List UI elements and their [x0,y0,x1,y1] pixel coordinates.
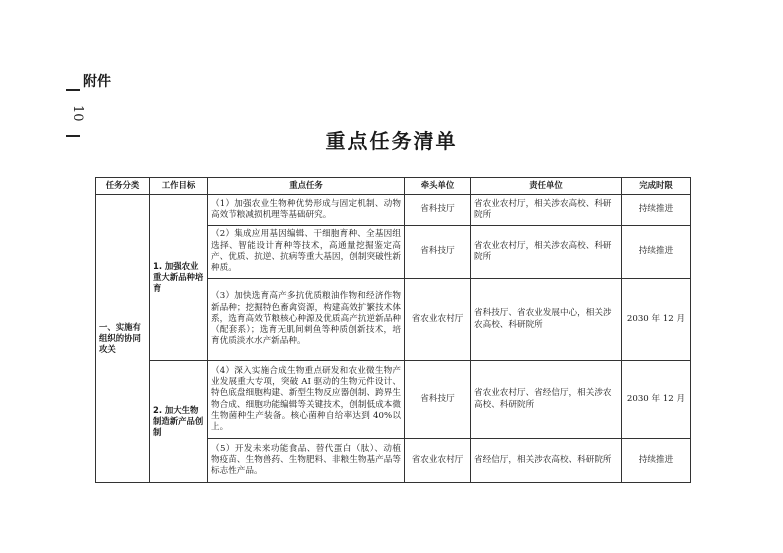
task-cell: （1）加强农业生物种优势形成与固定机制、动物高效节粮减损机理等基础研究。 [208,195,405,226]
header-category: 任务分类 [96,178,150,195]
lead-unit-cell: 省农业农村厅 [405,439,471,483]
task-table [95,177,691,483]
task-cell: （3）加快选育高产多抗优质粮油作物和经济作物新品种；挖掘特色畜禽资源，构建高效扩繁技术体系，选育高效节粮核心种源及优质高产抗逆新品种（配套系）；选育无肌间刺鱼等种质创新技术，培育优质淡水水产新品种。 [208,279,405,361]
lead-unit-cell: 省科技厅 [405,226,471,279]
deadline-cell: 2030 年 12 月 [622,361,691,439]
lead-unit-cell: 省科技厅 [405,195,471,226]
responsible-unit-cell: 省农业农村厅，相关涉农高校、科研院所 [471,195,622,226]
responsible-unit-cell: 省农业农村厅，相关涉农高校、科研院所 [471,226,622,279]
header-deadline: 完成时限 [622,178,691,195]
deadline-cell: 持续推进 [622,439,691,483]
table-row [96,195,691,226]
table-header-row [96,178,691,195]
responsible-unit-cell: 省科技厅、省农业发展中心，相关涉农高校、科研院所 [471,279,622,361]
header-task: 重点任务 [208,178,405,195]
lead-unit-cell: 省科技厅 [405,361,471,439]
task-cell: （4）深入实施合成生物重点研发和农业微生物产业发展重大专项，突破 AI 驱动的生物元件设计、特色底盘细胞构建、新型生物反应器创制、跨界生物合成、细胞功能编辑等关键技术，创制低成本微生物菌种生产装备。核心菌种自给率达到 40%以上。 [208,361,405,439]
page-number: 10 [70,105,85,122]
lead-unit-cell: 省农业农村厅 [405,279,471,361]
attachment-label: 附件 [83,74,111,90]
header-lead-unit: 牵头单位 [405,178,471,195]
deadline-cell: 持续推进 [622,195,691,226]
goal-cell: 1. 加强农业重大新品种培育 [150,195,208,361]
goal-cell: 2. 加大生物制造新产品创制 [150,361,208,483]
deadline-cell: 持续推进 [622,226,691,279]
responsible-unit-cell: 省经信厅，相关涉农高校、科研院所 [471,439,622,483]
responsible-unit-cell: 省农业农村厅、省经信厅，相关涉农高校、科研院所 [471,361,622,439]
page-number-dash-top [66,89,80,91]
deadline-cell: 2030 年 12 月 [622,279,691,361]
task-cell: （5）开发未来功能食品、替代蛋白（肽）、动植物疫苗、生物兽药、生物肥料、非粮生物基产品等标志性产品。 [208,439,405,483]
header-goal: 工作目标 [150,178,208,195]
table-row [96,361,691,439]
document-title: 重点任务清单 [325,129,458,153]
task-cell: （2）集成应用基因编辑、干细胞育种、全基因组选择、智能设计育种等技术，高通量挖掘鉴定高产、优质、抗逆、抗病等重大基因，创制突破性新种质。 [208,226,405,279]
category-cell: 一、实施有组织的协同攻关 [96,195,150,483]
header-responsible-unit: 责任单位 [471,178,622,195]
